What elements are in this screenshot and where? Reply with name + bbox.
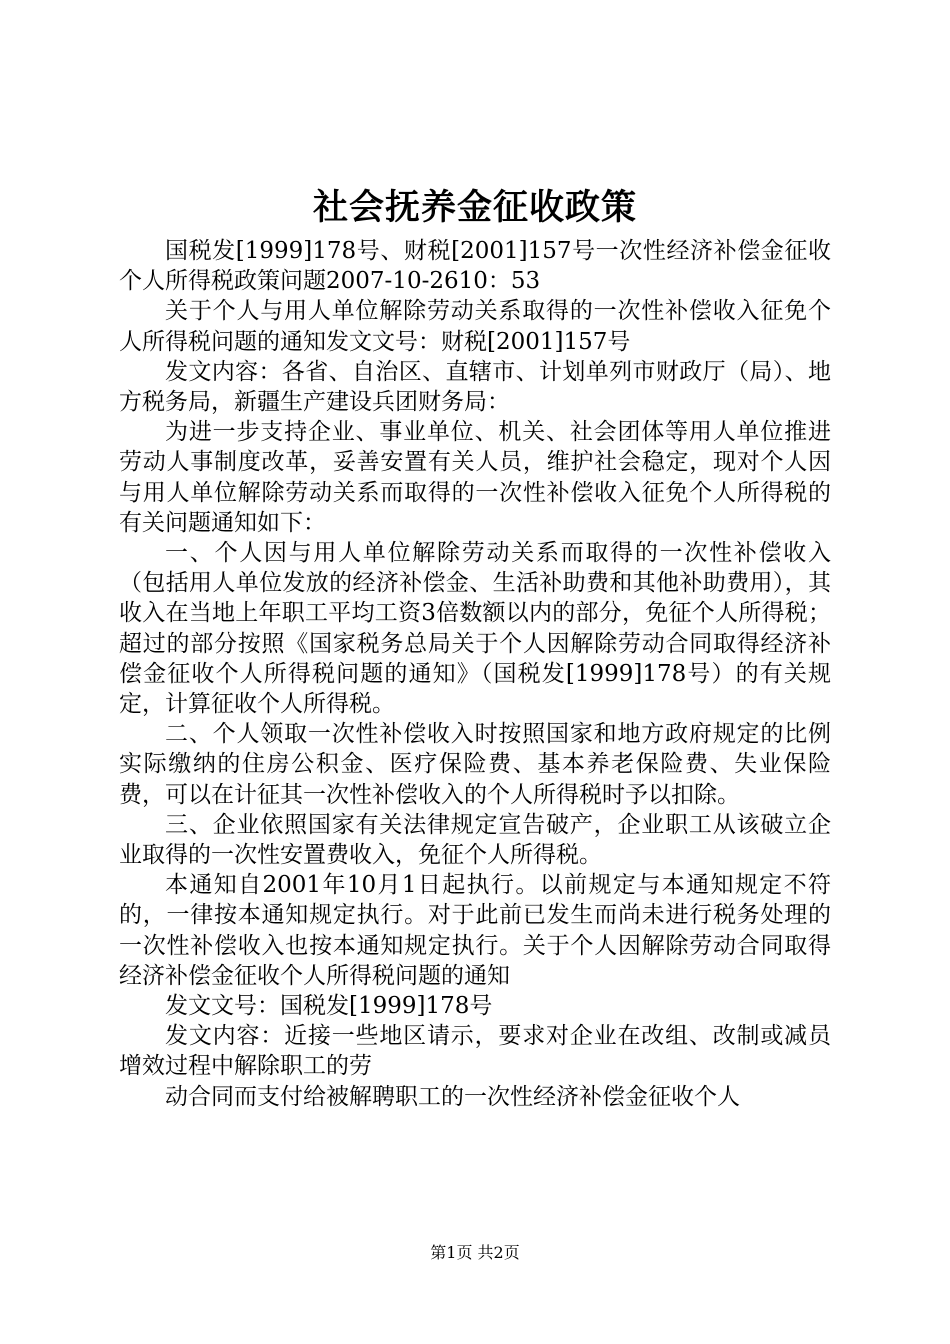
paragraph-8: 本通知自2001年10月1日起执行。以前规定与本通知规定不符的，一律按本通知规定执行。对于此前已发生而尚未进行税务处理的一次性补偿收入也按本通知规定执行。关于个人因解除劳动合同取得经济补偿金征收个人所得税问题的通知 <box>119 872 831 989</box>
page-footer: 第1页 共2页 <box>430 1243 520 1262</box>
paragraph-5: 一、个人因与用人单位解除劳动关系而取得的一次性补偿收入（包括用人单位发放的经济补偿金、生活补助费和其他补助费用），其收入在当地上年职工平均工资3倍数额以内的部分，免征个人所得税；超过的部分按照《国家税务总局关于个人因解除劳动合同取得经济补偿金征收个人所得税问题的通知》（国税发[1999]178号）的有关规定，计算征收个人所得税。 <box>119 540 831 718</box>
paragraph-4: 为进一步支持企业、事业单位、机关、社会团体等用人单位推进劳动人事制度改革，妥善安置有关人员，维护社会稳定，现对个人因与用人单位解除劳动关系而取得的一次性补偿收入征免个人所得税的有关问题通知如下： <box>119 419 831 536</box>
paragraph-1: 国税发[1999]178号、财税[2001]157号一次性经济补偿金征收个人所得税政策问题2007-10-2610：53 <box>119 238 831 295</box>
document-title: 社会抚养金征收政策 <box>312 187 637 228</box>
paragraph-9: 发文文号：国税发[1999]178号 <box>165 993 493 1020</box>
paragraph-3: 发文内容：各省、自治区、直辖市、计划单列市财政厅（局）、地方税务局，新疆生产建设兵团财务局： <box>119 358 831 416</box>
paragraph-10: 发文内容：近接一些地区请示，要求对企业在改组、改制或减员增效过程中解除职工的劳 <box>119 1023 831 1080</box>
document-body <box>119 236 831 1112</box>
paragraph-6: 二、个人领取一次性补偿收入时按照国家和地方政府规定的比例实际缴纳的住房公积金、医疗保险费、基本养老保险费、失业保险费，可以在计征其一次性补偿收入的个人所得税时予以扣除。 <box>119 721 831 808</box>
paragraph-2: 关于个人与用人单位解除劳动关系取得的一次性补偿收入征免个人所得税问题的通知发文文号：财税[2001]157号 <box>119 298 831 355</box>
paragraph-7: 三、企业依照国家有关法律规定宣告破产，企业职工从该破立企业取得的一次性安置费收入，免征个人所得税。 <box>119 811 831 869</box>
paragraph-11: 动合同而支付给被解聘职工的一次性经济补偿金征收个人 <box>165 1083 740 1110</box>
